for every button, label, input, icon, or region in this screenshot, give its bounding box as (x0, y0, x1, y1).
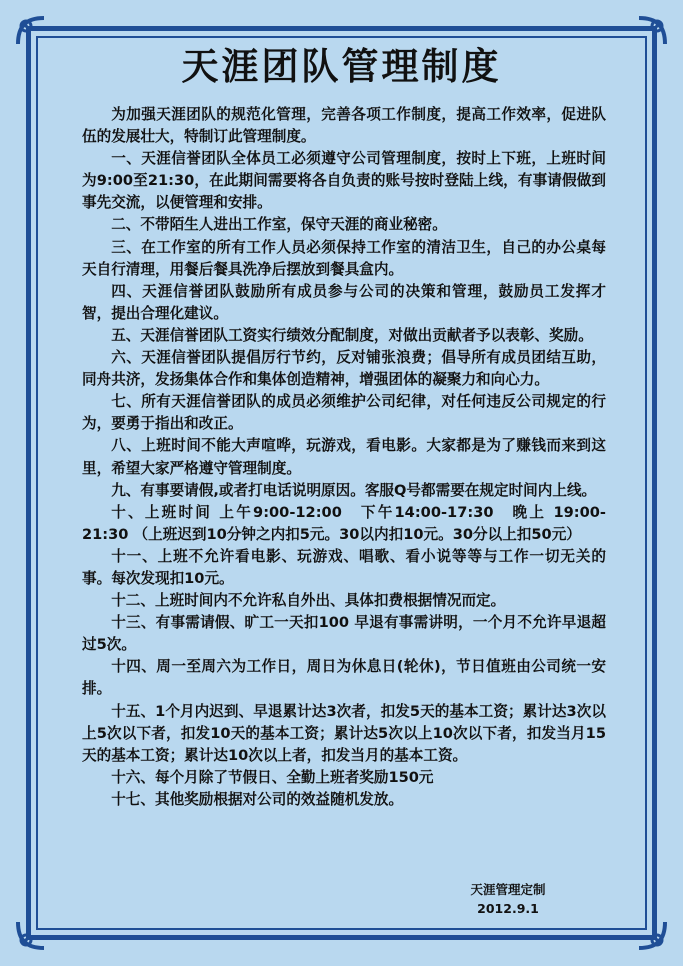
rule-item-2: 二、不带陌生人进出工作室，保守天涯的商业秘密。 (111, 216, 447, 234)
rule-item-5: 五、天涯信誉团队工资实行绩效分配制度，对做出贡献者予以表彰、奖励。 (111, 326, 593, 344)
rule-item-17: 十七、其他奖励根据对公司的效益随机发放。 (111, 790, 404, 808)
page-title: 天涯团队管理制度 (181, 45, 502, 88)
signature-date: 2012.9.1 (477, 901, 539, 916)
rule-item-11: 十一、上班不允许看电影、玩游戏、唱歌、看小说等等与工作一切无关的事。每次发现扣10元。 (82, 547, 606, 587)
rule-item-7: 七、所有天涯信誉团队的成员必须维护公司纪律，对任何违反公司规定的行为，要勇于指出和改正。 (82, 393, 606, 433)
rule-item-10: 十、上班时间 上午9:00-12:00 下午14:00-17:30 晚上 19:00-21:30 （上班迟到10分钟之内扣5元。30以内扣10元。30分以上扣50元） (82, 503, 606, 543)
rule-item-8: 八、上班时间不能大声喧哗，玩游戏，看电影。大家都是为了赚钱而来到这里，希望大家严格遵守管理制度。 (82, 437, 606, 477)
rule-item-13: 十三、有事需请假、旷工一天扣100 早退有事需讲明，一个月不允许早退超过5次。 (82, 614, 606, 654)
signature-block (448, 880, 568, 918)
rule-item-16: 十六、每个月除了节假日、全勤上班者奖励150元 (111, 768, 434, 786)
corner-ornament-icon (14, 918, 48, 952)
rule-item-4: 四、天涯信誉团队鼓励所有成员参与公司的决策和管理，鼓励员工发挥才智，提出合理化建议。 (82, 282, 606, 322)
rule-item-15: 十五、1个月内迟到、早退累计达3次者，扣发5天的基本工资；累计达3次以上5次以下者，扣发10天的基本工资；累计达5次以上10次以下者，扣发当月15天的基本工资；累计达10次以上者，扣发当月的基本工资。 (82, 702, 606, 764)
rule-item-12: 十二、上班时间内不允许私自外出、具体扣费根据情况而定。 (111, 592, 506, 610)
rule-item-9: 九、有事要请假,或者打电话说明原因。客服Q号都需要在规定时间内上线。 (111, 481, 597, 499)
intro-paragraph: 为加强天涯团队的规范化管理，完善各项工作制度，提高工作效率，促进队伍的发展壮大，特制订此管理制度。 (82, 106, 606, 146)
rule-item-3: 三、在工作室的所有工作人员必须保持工作室的清洁卫生，自己的办公桌每天自行清理，用餐后餐具洗净后摆放到餐具盒内。 (82, 238, 606, 278)
rule-item-14: 十四、周一至周六为工作日，周日为休息日(轮休)，节日值班由公司统一安排。 (82, 658, 606, 698)
corner-ornament-icon (635, 918, 669, 952)
signature-org: 天涯管理定制 (470, 882, 546, 897)
regulation-body (82, 104, 606, 811)
rule-item-6: 六、天涯信誉团队提倡厉行节约，反对铺张浪费；倡导所有成员团结互助，同舟共济，发扬集体合作和集体创造精神，增强团体的凝聚力和向心力。 (82, 349, 606, 389)
rule-item-1: 一、天涯信誉团队全体员工必须遵守公司管理制度，按时上下班，上班时间为9:00至21:30，在此期间需要将各自负责的账号按时登陆上线，有事请假做到事先交流，以便管理和安排。 (82, 150, 606, 212)
